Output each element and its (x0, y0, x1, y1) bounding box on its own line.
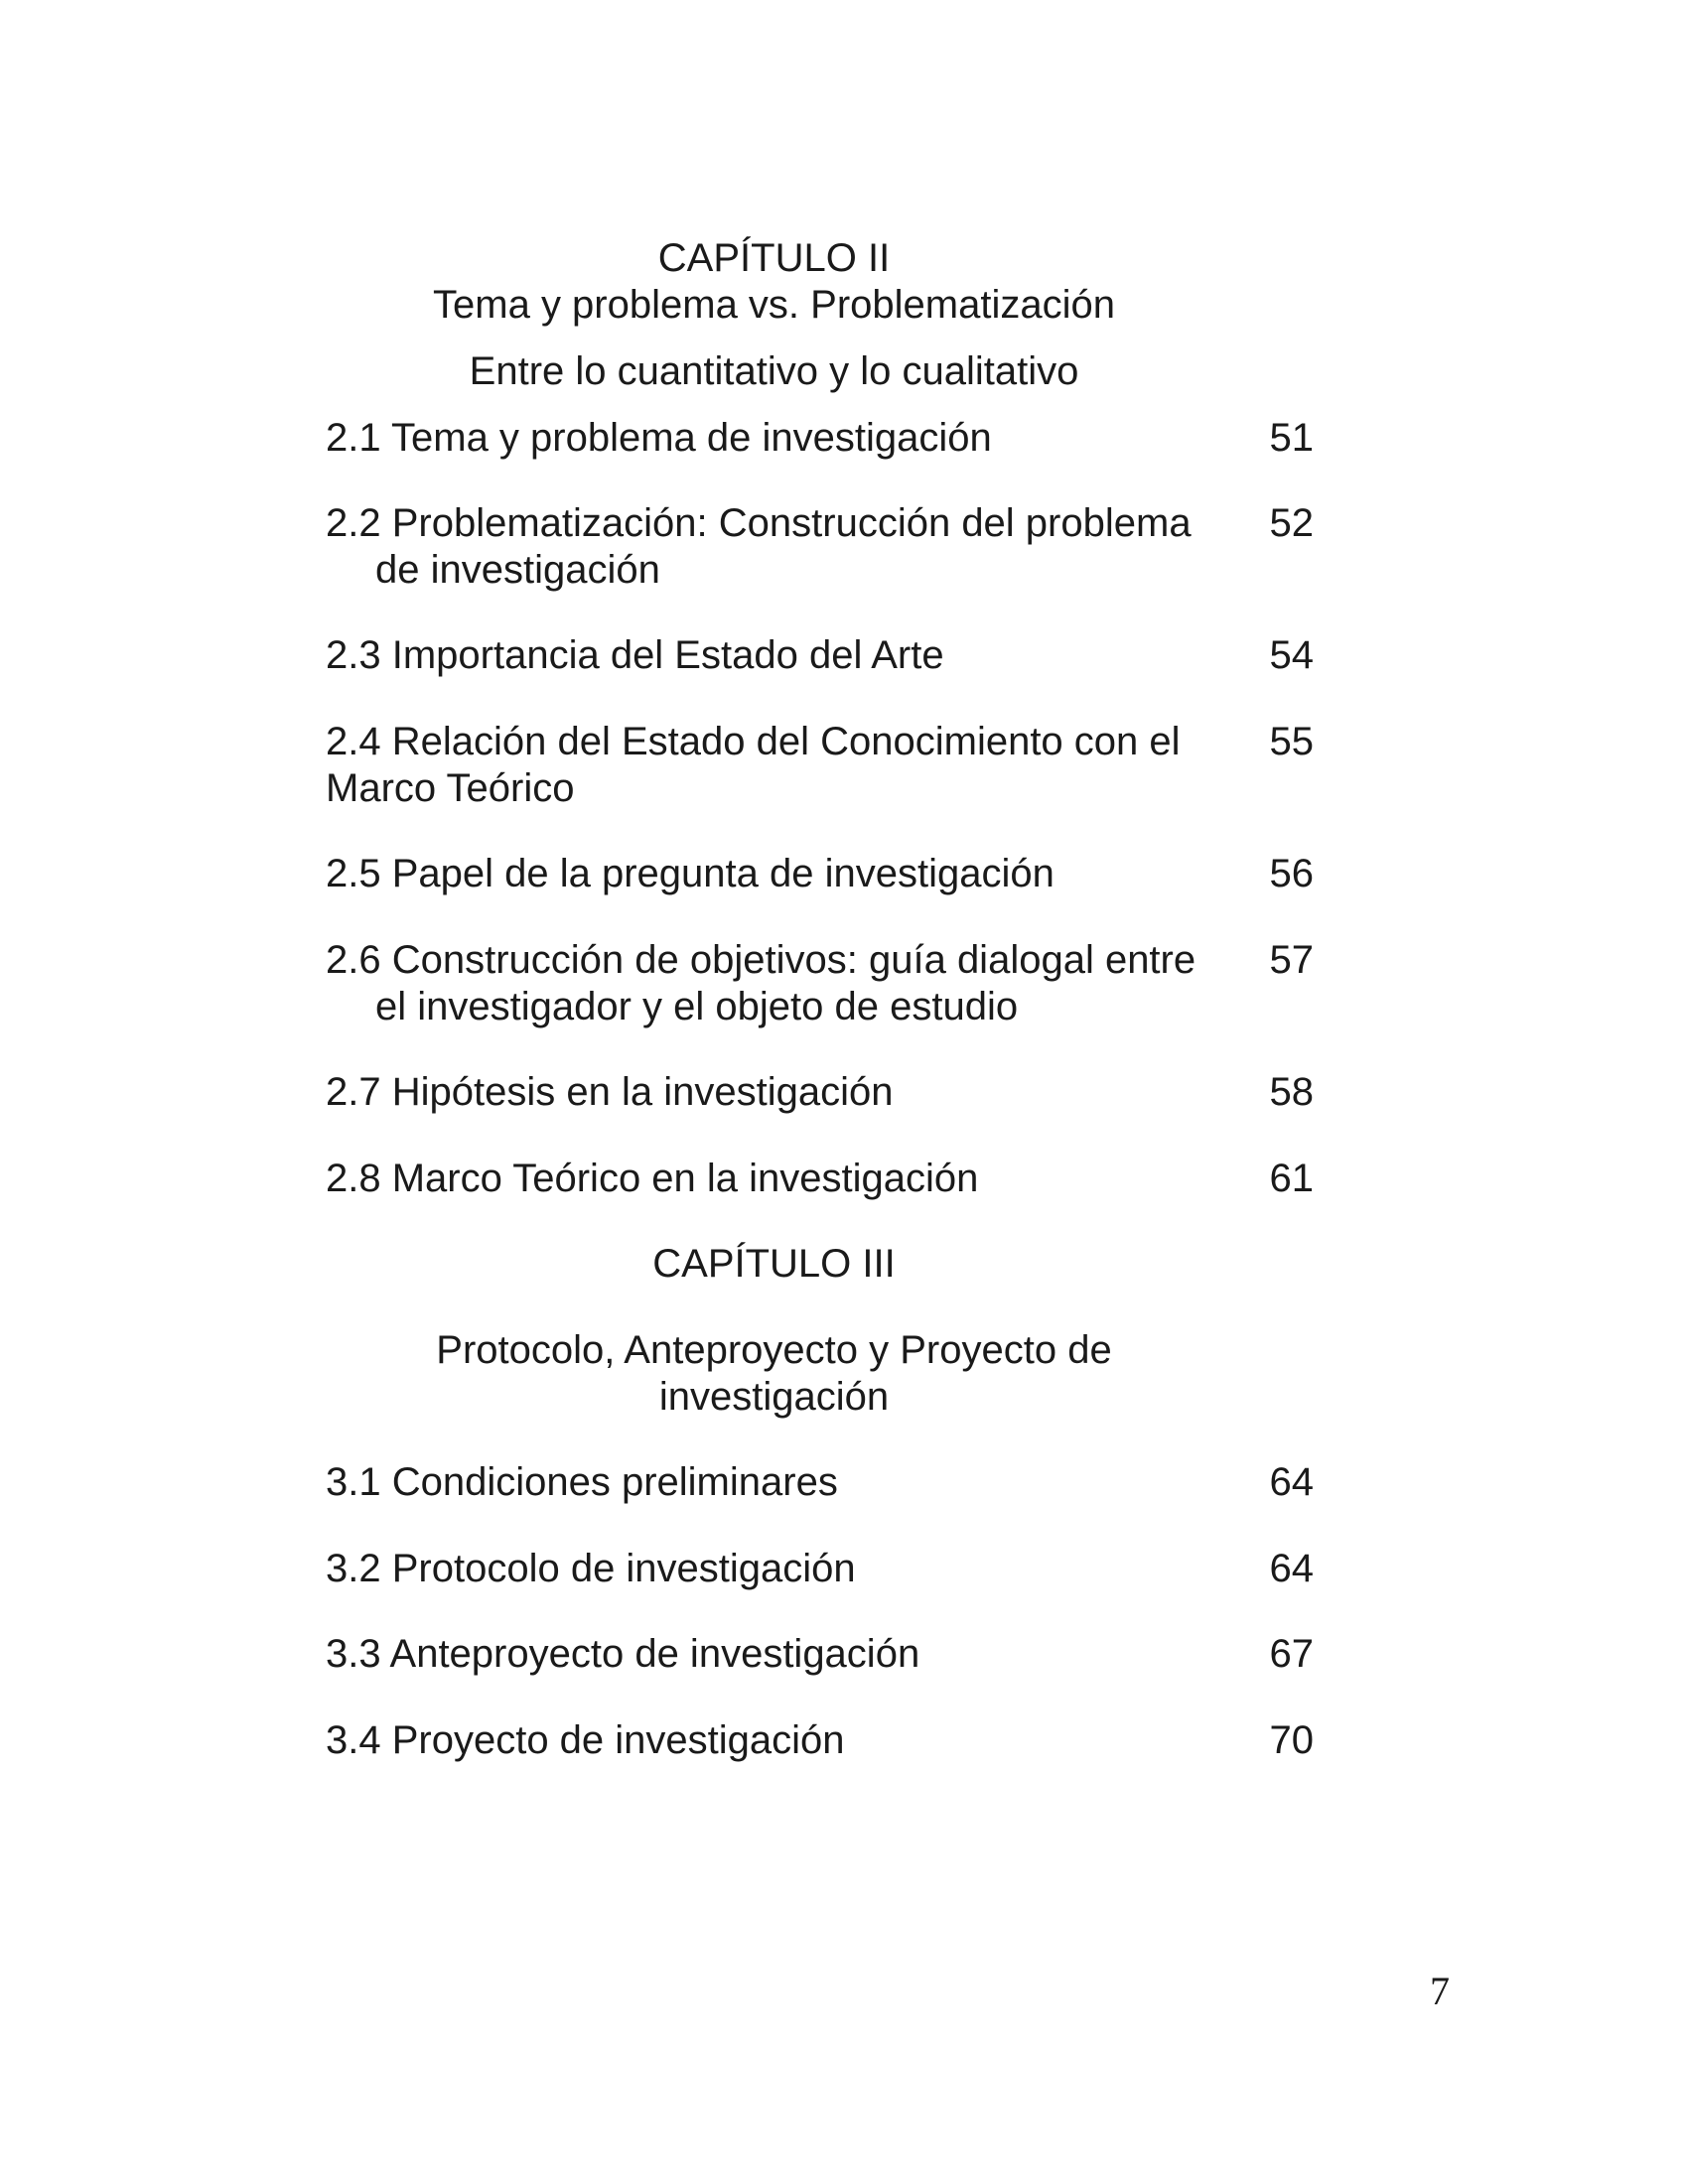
toc-entry-line: de investigación (375, 548, 660, 592)
toc-entry-page: 56 (1269, 852, 1314, 895)
toc-entry-page: 70 (1269, 1718, 1314, 1762)
toc-entry-page: 64 (1269, 1547, 1314, 1590)
toc-entry-line: 3.3 Anteproyecto de investigación (326, 1632, 920, 1676)
toc-entry-line: 2.4 Relación del Estado del Conocimiento con el (326, 720, 1181, 763)
toc-entry-line: 3.2 Protocolo de investigación (326, 1547, 856, 1590)
chapter-3-title: Protocolo, Anteproyecto y Proyecto de (436, 1328, 1112, 1372)
toc-entry-page: 61 (1269, 1157, 1314, 1200)
toc-entry-page: 54 (1269, 633, 1314, 677)
chapter-3-title-cont: investigación (658, 1375, 890, 1419)
toc-entry-line: 2.2 Problematización: Construcción del problema (326, 501, 1192, 545)
toc-entry-page: 55 (1269, 720, 1314, 763)
toc-entry-title (326, 1717, 1229, 1764)
toc-entry-line: 2.1 Tema y problema de investigación (326, 416, 992, 460)
toc-entry-title (326, 719, 1229, 812)
toc-entry-title (326, 1069, 1229, 1116)
toc-entry-line: el investigador y el objeto de estudio (375, 985, 1019, 1028)
chapter-2-heading: CAPÍTULO II (657, 236, 891, 280)
toc-entry-title (326, 937, 1229, 1030)
page-number: 7 (1430, 1969, 1450, 2013)
toc-entry-line: 2.3 Importancia del Estado del Arte (326, 633, 944, 677)
chapter-2-subtitle: Entre lo cuantitativo y lo cualitativo (469, 349, 1079, 393)
toc-entry-line: 3.4 Proyecto de investigación (326, 1718, 845, 1762)
toc-entry-title (326, 1459, 1229, 1506)
toc-entry-title (326, 415, 1229, 462)
toc-entry-line: 2.6 Construcción de objetivos: guía dialogal entre (326, 938, 1196, 982)
toc-entry-line: 2.5 Papel de la pregunta de investigación (326, 852, 1055, 895)
toc-entry-line: 2.7 Hipótesis en la investigación (326, 1070, 894, 1114)
toc-entry-line: 2.8 Marco Teórico en la investigación (326, 1157, 979, 1200)
toc-entry-page: 52 (1269, 501, 1314, 545)
toc-entry-page: 57 (1269, 938, 1314, 982)
toc-entry-title (326, 500, 1229, 594)
toc-entry-title (326, 1156, 1229, 1202)
toc-entry-title (326, 851, 1229, 897)
toc-entry-page: 58 (1269, 1070, 1314, 1114)
toc-entry-page: 51 (1269, 416, 1314, 460)
toc-entry-title (326, 632, 1229, 679)
toc-entry-page: 67 (1269, 1632, 1314, 1676)
toc-entry-title (326, 1631, 1229, 1678)
toc-entry-line: Marco Teórico (326, 766, 575, 810)
chapter-3-heading: CAPÍTULO III (652, 1242, 896, 1286)
toc-entry-line: 3.1 Condiciones preliminares (326, 1460, 838, 1504)
toc-entry-page: 64 (1269, 1460, 1314, 1504)
chapter-2-title: Tema y problema vs. Problematización (433, 283, 1115, 327)
toc-entry-title (326, 1546, 1229, 1592)
